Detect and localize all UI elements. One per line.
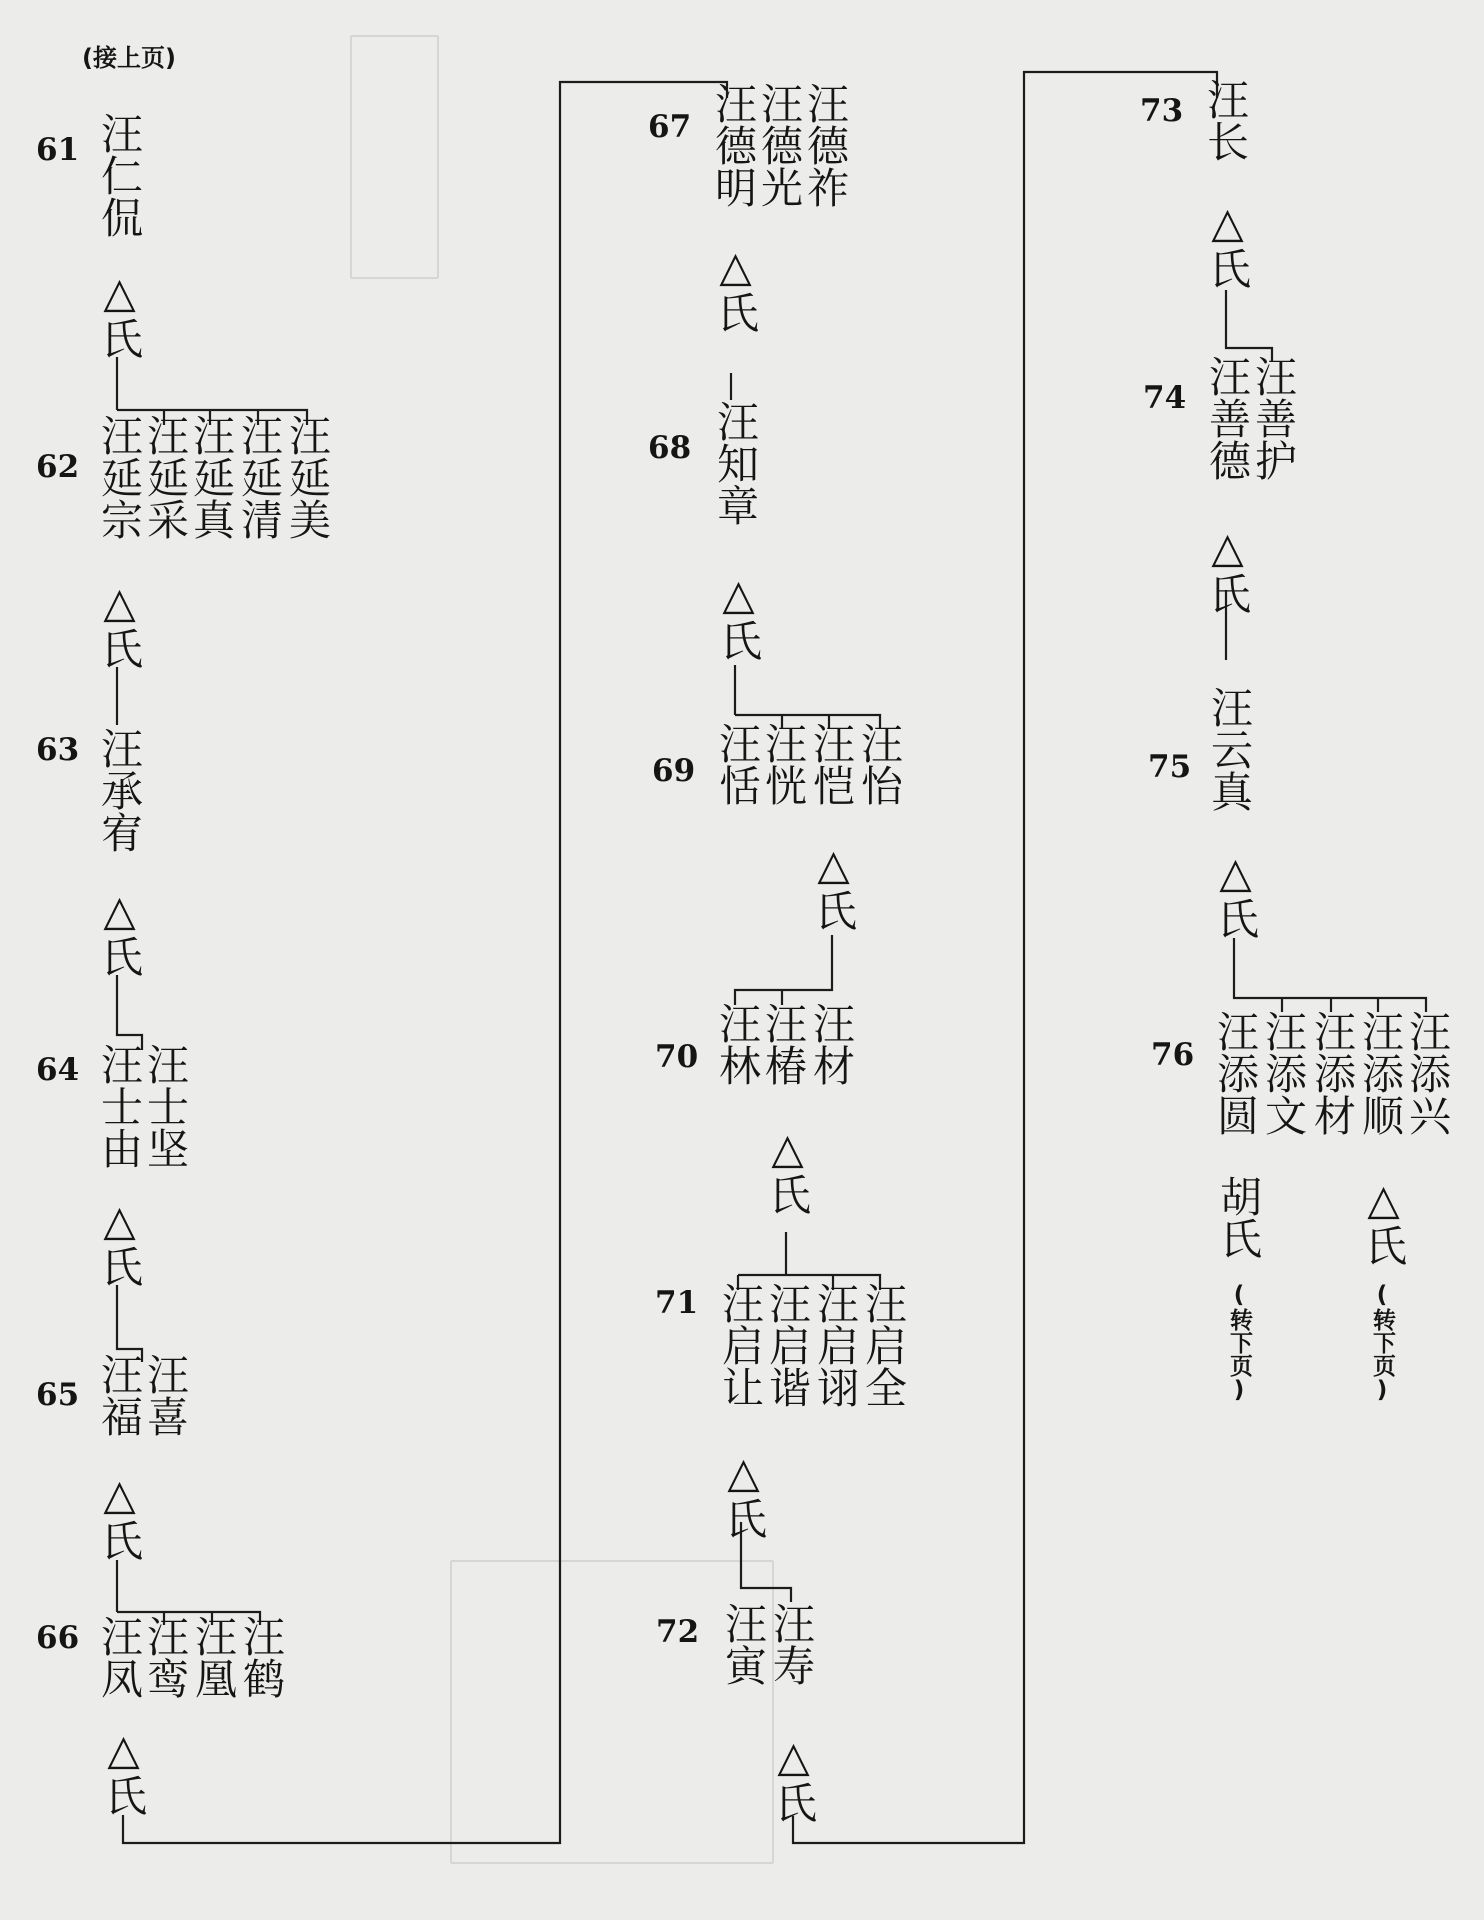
continued-from-previous-page-note: (接上页) xyxy=(82,44,176,72)
person-name: 汪善护 xyxy=(1249,355,1298,481)
person-name: 汪寿 xyxy=(767,1602,816,1686)
wife-entry: △氏 xyxy=(763,1124,812,1215)
person-name: 汪启让 xyxy=(716,1282,765,1408)
wife-entry: △氏 xyxy=(95,578,144,669)
person-name: 汪添顺 xyxy=(1356,1010,1405,1136)
person-name: 汪仁侃 xyxy=(95,112,144,238)
person-name: 汪启谐 xyxy=(763,1282,812,1408)
generation-number: 70 xyxy=(655,1039,699,1075)
connector xyxy=(1226,290,1272,362)
person-name: 汪鹤 xyxy=(237,1615,286,1699)
person-name: 汪延清 xyxy=(235,414,284,540)
person-name: 汪延采 xyxy=(141,414,190,540)
wife-entry: △氏 xyxy=(1211,848,1260,939)
person-name: 汪鸾 xyxy=(141,1615,190,1699)
generation-number: 73 xyxy=(1140,93,1184,129)
wife-entry: △氏 xyxy=(809,840,858,931)
generation-number: 65 xyxy=(36,1377,80,1413)
connector xyxy=(123,82,727,1843)
person-name: 汪怡 xyxy=(855,722,904,806)
person-name: 汪承宥 xyxy=(95,727,144,853)
person-name: 汪寅 xyxy=(719,1602,768,1686)
generation-number: 62 xyxy=(36,449,80,485)
person-name: 汪德明 xyxy=(709,82,758,208)
person-name: 汪林 xyxy=(713,1002,762,1086)
generation-number: 71 xyxy=(655,1285,699,1321)
continued-on-next-page-note: (转下页) xyxy=(1226,1282,1252,1403)
person-name: 汪士坚 xyxy=(141,1043,190,1169)
wife-entry: △氏 xyxy=(1359,1175,1408,1266)
wife-entry: △氏 xyxy=(99,1725,148,1816)
wife-entry: △氏 xyxy=(711,242,760,333)
person-name: 汪延真 xyxy=(187,414,236,540)
person-name: 汪添兴 xyxy=(1403,1010,1452,1136)
person-name: 汪凤 xyxy=(95,1615,144,1699)
generation-number: 76 xyxy=(1151,1037,1195,1073)
person-name: 汪长 xyxy=(1201,78,1250,162)
person-name: 汪知章 xyxy=(711,400,760,526)
generation-number: 69 xyxy=(652,753,696,789)
person-name: 汪喜 xyxy=(141,1353,190,1437)
wife-entry: △氏 xyxy=(95,886,144,977)
connector xyxy=(793,72,1217,1843)
person-name: 汪启全 xyxy=(859,1282,908,1408)
person-name: 汪恍 xyxy=(759,722,808,806)
generation-number: 63 xyxy=(36,732,80,768)
person-name: 汪延美 xyxy=(283,414,332,540)
wife-entry: △氏 xyxy=(95,1470,144,1561)
person-name: 汪士由 xyxy=(95,1043,144,1169)
wife-entry: △氏 xyxy=(719,1448,768,1539)
connector xyxy=(117,975,142,1050)
person-name: 汪善德 xyxy=(1203,355,1252,481)
connector xyxy=(735,935,832,1005)
generation-number: 75 xyxy=(1148,749,1192,785)
person-name: 汪恬 xyxy=(713,722,762,806)
generation-number: 61 xyxy=(36,132,80,168)
wife-entry: △氏 xyxy=(95,268,144,359)
person-name: 汪材 xyxy=(807,1002,856,1086)
person-name: 汪启诩 xyxy=(811,1282,860,1408)
person-name: 汪椿 xyxy=(759,1002,808,1086)
connector xyxy=(117,1285,142,1362)
person-name: 汪添材 xyxy=(1308,1010,1357,1136)
generation-number: 67 xyxy=(648,109,692,145)
wife-entry: 胡氏 xyxy=(1214,1175,1263,1259)
person-name: 汪添圆 xyxy=(1211,1010,1260,1136)
person-name: 汪德祚 xyxy=(801,82,850,208)
wife-entry: △氏 xyxy=(95,1196,144,1287)
person-name: 汪德光 xyxy=(755,82,804,208)
person-name: 汪云真 xyxy=(1205,686,1254,812)
wife-entry: △氏 xyxy=(1203,198,1252,289)
person-name: 汪福 xyxy=(95,1353,144,1437)
person-name: 汪恺 xyxy=(807,722,856,806)
person-name: 汪延宗 xyxy=(95,414,144,540)
person-name: 汪凰 xyxy=(189,1615,238,1699)
generation-number: 74 xyxy=(1143,380,1187,416)
continued-on-next-page-note: (转下页) xyxy=(1369,1282,1395,1403)
wife-entry: △氏 xyxy=(714,570,763,661)
generation-number: 72 xyxy=(656,1614,700,1650)
generation-number: 64 xyxy=(36,1052,80,1088)
person-name: 汪添文 xyxy=(1259,1010,1308,1136)
generation-number: 66 xyxy=(36,1620,80,1656)
generation-number: 68 xyxy=(648,430,692,466)
wife-entry: △氏 xyxy=(769,1732,818,1823)
wife-entry: △氏 xyxy=(1203,523,1252,614)
